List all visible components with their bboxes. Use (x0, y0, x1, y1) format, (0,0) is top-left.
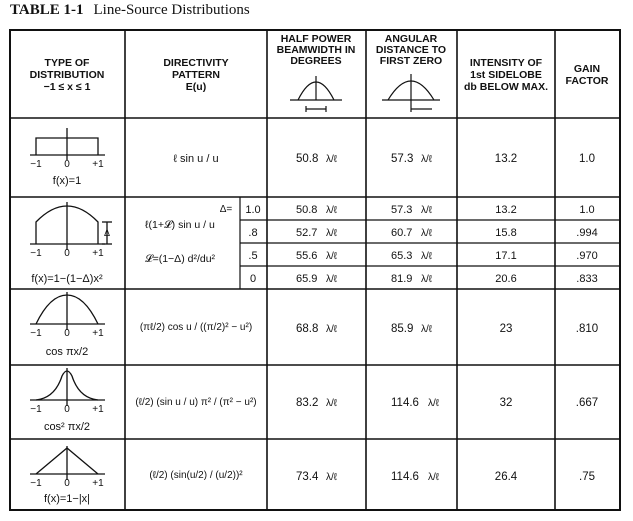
table-title: Line-Source Distributions (93, 2, 250, 18)
tick-0: 0 (64, 159, 70, 170)
lambda-unit: λ/ℓ (326, 398, 338, 409)
delta-equals-label: Δ= (219, 204, 233, 215)
pattern-cosine-squared: (ℓ/2) (sin u / u) π² / (π² − u²) (135, 397, 257, 408)
hpbw-triangular: 73.4 (296, 471, 319, 483)
zero-sub: 81.9 (391, 273, 413, 285)
hpbw-uniform: 50.8 (296, 153, 319, 165)
lambda-unit: λ/ℓ (326, 472, 338, 483)
tick-plus1: +1 (92, 248, 104, 259)
header-beamwidth-3: DEGREES (290, 55, 342, 67)
tick-minus1: −1 (30, 404, 42, 415)
lambda-unit: λ/ℓ (421, 154, 433, 165)
lambda-unit: λ/ℓ (326, 154, 338, 165)
gain-cosine: .810 (575, 323, 599, 335)
uniform-distribution-icon (30, 128, 105, 160)
tick-plus1: +1 (92, 328, 104, 339)
dist-label-cosine: cos πx/2 (45, 346, 89, 358)
triangular-distribution-icon (30, 446, 105, 480)
zero-sub: 65.3 (391, 250, 413, 262)
pattern-parabolic-line1: ℓ(1+𝓛) sin u / u (145, 219, 215, 231)
zero-uniform: 57.3 (391, 153, 414, 165)
lambda-unit: λ/ℓ (421, 228, 433, 239)
tick-0: 0 (64, 328, 70, 339)
hpbw-sub: 55.6 (296, 250, 318, 262)
sidelobe-cosine: 23 (499, 323, 513, 335)
delta-value: .8 (248, 227, 258, 239)
header-pattern-1: DIRECTIVITY (163, 57, 229, 69)
pattern-triangular: (ℓ/2) (sin(u/2) / (u/2))² (149, 470, 243, 481)
pattern-parabolic-line2: 𝓛=(1−Δ) d²/du² (144, 253, 216, 265)
tick-minus1: −1 (30, 248, 42, 259)
delta-value: 1.0 (245, 204, 261, 216)
first-zero-sketch-icon (382, 74, 440, 112)
lambda-unit: λ/ℓ (421, 251, 433, 262)
hpbw-sub: 52.7 (296, 227, 318, 239)
delta-value: .5 (248, 250, 258, 262)
header-zero-3: FIRST ZERO (379, 55, 443, 67)
tick-0: 0 (64, 404, 70, 415)
zero-sub: 57.3 (391, 204, 413, 216)
sidelobe-sub: 20.6 (495, 273, 517, 285)
lambda-unit: λ/ℓ (326, 324, 338, 335)
beamwidth-sketch-icon (290, 76, 342, 112)
delta-marker: Δ (103, 228, 111, 238)
cosine-squared-distribution-icon (30, 368, 105, 406)
dist-label-triangular: f(x)=1−|x| (43, 493, 91, 505)
hpbw-sub: 50.8 (296, 204, 318, 216)
sidelobe-uniform: 13.2 (494, 153, 518, 165)
lambda-unit: λ/ℓ (428, 472, 440, 483)
gain-sub: .970 (576, 250, 598, 262)
header-type-2: DISTRIBUTION (29, 69, 105, 81)
lambda-unit: λ/ℓ (428, 398, 440, 409)
tick-minus1: −1 (30, 478, 42, 489)
tick-minus1: −1 (30, 328, 42, 339)
parabolic-distribution-icon (30, 202, 112, 250)
header-pattern-3: E(u) (185, 81, 207, 93)
dist-label-parabolic: f(x)=1−(1−Δ)x² (31, 273, 103, 285)
lambda-unit: λ/ℓ (421, 324, 433, 335)
tick-plus1: +1 (92, 404, 104, 415)
table-grid (10, 30, 620, 510)
header-sidelobe-1: INTENSITY OF (469, 57, 543, 69)
sidelobe-triangular: 26.4 (494, 471, 518, 483)
lambda-unit: λ/ℓ (326, 274, 338, 285)
header-beamwidth-1: HALF POWER (280, 33, 352, 45)
header-type-1: TYPE OF (44, 57, 90, 69)
header-zero-1: ANGULAR (384, 33, 438, 45)
lambda-unit: λ/ℓ (421, 274, 433, 285)
dist-label-uniform: f(x)=1 (52, 175, 82, 187)
tick-minus1: −1 (30, 159, 42, 170)
header-pattern-2: PATTERN (171, 69, 221, 81)
sidelobe-sub: 17.1 (495, 250, 517, 262)
tick-0: 0 (64, 248, 70, 259)
gain-sub: 1.0 (579, 204, 595, 216)
header-gain-2: FACTOR (565, 75, 609, 87)
cosine-distribution-icon (30, 292, 105, 330)
header-sidelobe-2: 1st SIDELOBE (470, 69, 542, 81)
dist-label-cosine-squared: cos² πx/2 (43, 421, 91, 433)
sidelobe-sub: 13.2 (495, 204, 517, 216)
lambda-unit: λ/ℓ (326, 228, 338, 239)
table-number: TABLE 1-1 (10, 2, 84, 18)
pattern-uniform: ℓ sin u / u (173, 153, 219, 165)
tick-0: 0 (64, 478, 70, 489)
gain-sub: .994 (576, 227, 598, 239)
header-type-3: −1 ≤ x ≤ 1 (43, 81, 91, 93)
sidelobe-sub: 15.8 (495, 227, 517, 239)
zero-cosine: 85.9 (391, 323, 414, 335)
tick-plus1: +1 (92, 159, 104, 170)
delta-value: 0 (249, 273, 257, 285)
header-beamwidth-2: BEAMWIDTH IN (276, 44, 356, 56)
header-gain-1: GAIN (573, 63, 601, 75)
gain-sub: .833 (576, 273, 598, 285)
header-zero-2: DISTANCE TO (375, 44, 447, 56)
lambda-unit: λ/ℓ (326, 251, 338, 262)
zero-sub: 60.7 (391, 227, 413, 239)
header-sidelobe-3: db BELOW MAX. (464, 81, 548, 93)
sidelobe-cosine-squared: 32 (499, 397, 513, 409)
zero-cosine-squared: 114.6 (391, 397, 419, 409)
gain-uniform: 1.0 (579, 153, 595, 165)
lambda-unit: λ/ℓ (326, 205, 338, 216)
tick-plus1: +1 (92, 478, 104, 489)
pattern-cosine: (πℓ/2) cos u / ((π/2)² − u²) (139, 322, 253, 333)
hpbw-cosine-squared: 83.2 (296, 397, 319, 409)
lambda-unit: λ/ℓ (421, 205, 433, 216)
gain-triangular: .75 (579, 471, 595, 483)
hpbw-sub: 65.9 (296, 273, 318, 285)
hpbw-cosine: 68.8 (296, 323, 319, 335)
gain-cosine-squared: .667 (575, 397, 599, 409)
zero-triangular: 114.6 (391, 471, 419, 483)
